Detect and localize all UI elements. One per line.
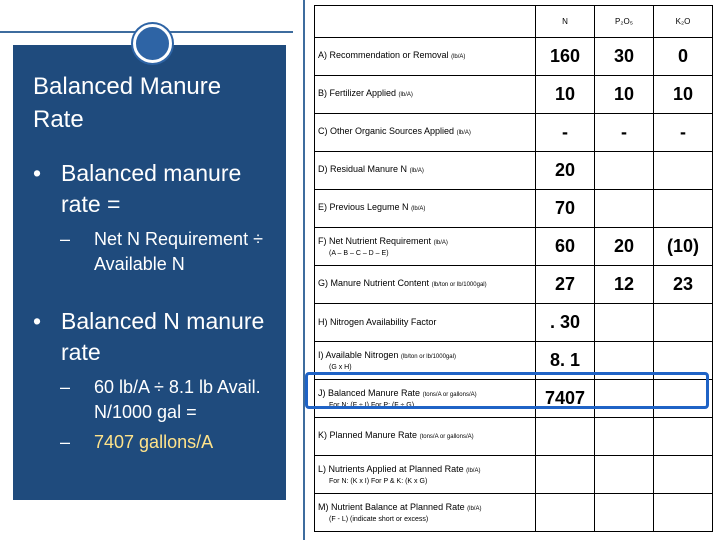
value-cell-p: [595, 190, 654, 228]
row-label-cell: [315, 152, 536, 190]
bullet-icon: •: [33, 308, 42, 334]
dash-icon: –: [60, 377, 71, 397]
row-label: I) Available Nitrogen: [318, 349, 399, 360]
value-cell-k: [654, 456, 713, 494]
row-unit: (lb/A): [466, 467, 481, 474]
value-cell-p: [595, 418, 654, 456]
value-cell-n: [536, 418, 595, 456]
row-label: K) Planned Manure Rate: [318, 430, 418, 440]
value-cell-k: [654, 418, 713, 456]
row-label-cell: [315, 114, 536, 152]
sub-bullet-text: Net N Requirement ÷ Available N: [94, 229, 263, 274]
row-formula: For N: (K x I) For P & K: (K x G): [329, 477, 428, 485]
value-cell-k: [654, 304, 713, 342]
table-row: [315, 228, 713, 266]
row-unit: (tons/A or gallons/A): [422, 391, 477, 398]
value-cell-p: 20: [595, 228, 654, 266]
table-row: [315, 76, 713, 114]
value-cell-p: 10: [595, 76, 654, 114]
value-cell-p: [595, 456, 654, 494]
value-cell-k: 10: [654, 76, 713, 114]
row-label: L) Nutrients Applied at Planned Rate: [318, 463, 464, 474]
row-label-cell: [315, 266, 536, 304]
sub-bullet-formula: [60, 227, 285, 277]
table-row: [315, 190, 713, 228]
bullet-balanced-n-rate: [33, 306, 278, 368]
row-formula: (F - L) (indicate short or excess): [329, 515, 429, 523]
bullet-icon: •: [33, 160, 42, 186]
table-row: [315, 418, 713, 456]
row-formula: For N: (F ÷ I) For P: (F ÷ G): [329, 401, 415, 409]
value-cell-n: 160: [536, 38, 595, 76]
header-blank-cell: [315, 6, 536, 38]
highlight-selection-box: [305, 372, 709, 409]
value-cell-n: . 30: [536, 304, 595, 342]
table-header-row: [315, 6, 713, 38]
value-cell-k: (10): [654, 228, 713, 266]
value-cell-n: 70: [536, 190, 595, 228]
value-cell-k: [654, 152, 713, 190]
slide-title: Balanced Manure Rate: [33, 73, 222, 133]
sub-bullet-result: [60, 430, 285, 455]
decorative-circle-icon: [133, 24, 172, 63]
row-label: B) Fertilizer Applied: [318, 88, 397, 98]
row-label: E) Previous Legume N: [318, 202, 409, 212]
row-unit: (lb/ton or lb/1000gal): [431, 282, 487, 288]
value-cell-k: 0: [654, 38, 713, 76]
value-cell-n: [536, 494, 595, 532]
nutrient-worksheet-table: [314, 5, 712, 535]
value-cell-n: 7407: [536, 380, 595, 418]
value-cell-p: [595, 304, 654, 342]
row-unit: (lb/A): [456, 130, 471, 136]
value-cell-k: [654, 190, 713, 228]
value-cell-p: [595, 494, 654, 532]
row-label-cell: [315, 418, 536, 456]
row-formula: (G x H): [329, 363, 352, 371]
bullet-text: Balanced N manure rate: [61, 308, 265, 365]
value-cell-k: -: [654, 114, 713, 152]
dash-icon: –: [60, 229, 71, 249]
row-label: G) Manure Nutrient Content: [318, 278, 430, 288]
row-unit: (lb/A): [467, 505, 482, 512]
row-label: D) Residual Manure N: [318, 164, 408, 174]
row-label-cell: [315, 38, 536, 76]
sub-bullet-calculation: [60, 375, 285, 425]
row-label: J) Balanced Manure Rate: [318, 387, 421, 398]
value-cell-n: 8. 1: [536, 342, 595, 380]
value-cell-n: 60: [536, 228, 595, 266]
dash-icon: –: [60, 432, 71, 452]
sub-bullet-text: 60 lb/A ÷ 8.1 lb Avail. N/1000 gal =: [94, 377, 261, 422]
table-row: [315, 304, 713, 342]
row-formula: (A – B – C – D – E): [329, 249, 389, 257]
value-cell-p: 30: [595, 38, 654, 76]
row-unit: (lb/A): [411, 206, 426, 212]
table-row: [315, 38, 713, 76]
value-cell-n: [536, 456, 595, 494]
row-unit: (tons/A or gallons/A): [419, 434, 474, 440]
value-cell-n: 20: [536, 152, 595, 190]
value-cell-k: 23: [654, 266, 713, 304]
value-cell-n: -: [536, 114, 595, 152]
table-row: [315, 494, 713, 532]
value-cell-p: 12: [595, 266, 654, 304]
row-label-cell: [315, 304, 536, 342]
value-cell-p: [595, 152, 654, 190]
value-cell-k: [654, 494, 713, 532]
result-highlight: 7407 gallons/A: [94, 432, 214, 452]
row-label: M) Nutrient Balance at Planned Rate: [318, 501, 465, 512]
bullet-text: Balanced manure rate =: [61, 160, 242, 217]
table-row: [315, 152, 713, 190]
row-unit: (lb/ton or lb/1000gal): [400, 353, 456, 360]
table-row: [315, 456, 713, 494]
value-cell-p: -: [595, 114, 654, 152]
row-label: F) Net Nutrient Requirement: [318, 235, 432, 246]
row-unit: (lb/A): [433, 239, 448, 246]
row-label-cell: [315, 190, 536, 228]
row-label-cell: [315, 456, 536, 494]
table-row: [315, 266, 713, 304]
row-label-cell: [315, 76, 536, 114]
bullet-balanced-rate: [33, 158, 278, 220]
row-label-cell: [315, 494, 536, 532]
row-unit: (lb/A): [409, 168, 424, 174]
row-unit: (lb/A): [451, 54, 466, 60]
table-row: [315, 114, 713, 152]
value-cell-n: 10: [536, 76, 595, 114]
header-p2o5: P₂O₅: [595, 6, 654, 38]
row-label-cell: [315, 228, 536, 266]
divider-line: [303, 0, 305, 540]
value-cell-n: 27: [536, 266, 595, 304]
row-label: H) Nitrogen Availability Factor: [318, 317, 437, 327]
row-unit: (lb/A): [398, 92, 413, 98]
header-k2o: K₂O: [654, 6, 713, 38]
row-label: C) Other Organic Sources Applied: [318, 126, 455, 136]
header-n: N: [536, 6, 595, 38]
row-label: A) Recommendation or Removal: [318, 50, 449, 60]
